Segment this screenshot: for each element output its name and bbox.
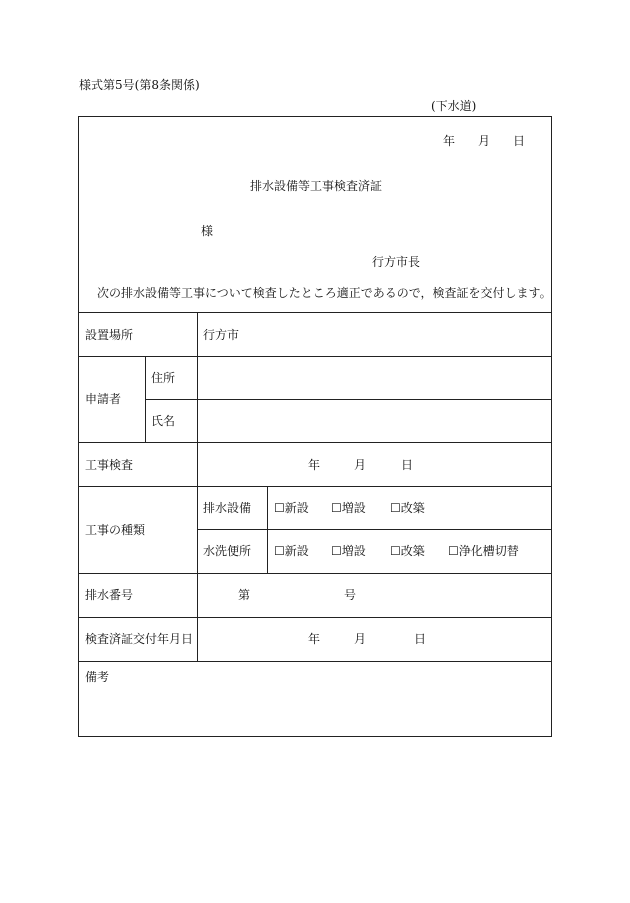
column-divider xyxy=(145,356,146,442)
form-number-label: 様式第5号(第8条関係) xyxy=(79,78,200,92)
drainage-label: 排水設備 xyxy=(203,501,252,515)
divider xyxy=(79,312,551,313)
drain-number-suffix: 号 xyxy=(344,588,357,602)
toilet-option-rebuild[interactable]: ☐改築 xyxy=(390,544,425,558)
divider xyxy=(197,529,551,530)
certification-statement: 次の排水設備等工事について検査したところ適正であるので，検査証を交付します。 xyxy=(97,286,552,300)
divider xyxy=(79,617,551,618)
address-label: 住所 xyxy=(151,371,176,385)
remarks-label: 備考 xyxy=(85,670,110,684)
divider xyxy=(79,486,551,487)
divider xyxy=(79,356,551,357)
category-label: (下水道) xyxy=(431,99,477,113)
divider xyxy=(79,442,551,443)
inspection-label: 工事検査 xyxy=(85,458,134,472)
issuer-name: 行方市長 xyxy=(372,255,421,269)
issue-month: 月 xyxy=(354,632,367,646)
toilet-option-expand[interactable]: ☐増設 xyxy=(331,544,366,558)
inspection-month: 月 xyxy=(354,458,367,472)
drainage-option-new[interactable]: ☐新設 xyxy=(274,501,309,515)
location-value: 行方市 xyxy=(203,328,240,342)
date-month: 月 xyxy=(478,134,491,148)
certificate-form xyxy=(78,116,552,737)
drainage-option-expand[interactable]: ☐増設 xyxy=(331,501,366,515)
toilet-option-new[interactable]: ☐新設 xyxy=(274,544,309,558)
divider xyxy=(79,573,551,574)
divider xyxy=(79,661,551,662)
inspection-year: 年 xyxy=(308,458,321,472)
drain-number-label: 排水番号 xyxy=(85,588,134,602)
document-title: 排水設備等工事検査済証 xyxy=(250,179,383,193)
divider xyxy=(145,399,551,400)
issue-date-label: 検査済証交付年月日 xyxy=(85,632,194,646)
applicant-label: 申請者 xyxy=(85,392,122,406)
location-label: 設置場所 xyxy=(85,328,134,342)
issue-day: 日 xyxy=(414,632,427,646)
addressee-suffix: 様 xyxy=(201,224,214,238)
date-year: 年 xyxy=(443,134,456,148)
work-type-label: 工事の種類 xyxy=(85,523,146,537)
date-day: 日 xyxy=(513,134,526,148)
name-label: 氏名 xyxy=(151,414,176,428)
column-divider xyxy=(197,312,198,661)
drainage-option-rebuild[interactable]: ☐改築 xyxy=(390,501,425,515)
toilet-label: 水洗便所 xyxy=(203,544,252,558)
column-divider xyxy=(267,486,268,573)
drain-number-prefix: 第 xyxy=(238,588,251,602)
issue-year: 年 xyxy=(308,632,321,646)
toilet-option-septic[interactable]: ☐浄化槽切替 xyxy=(448,544,519,558)
inspection-day: 日 xyxy=(401,458,414,472)
